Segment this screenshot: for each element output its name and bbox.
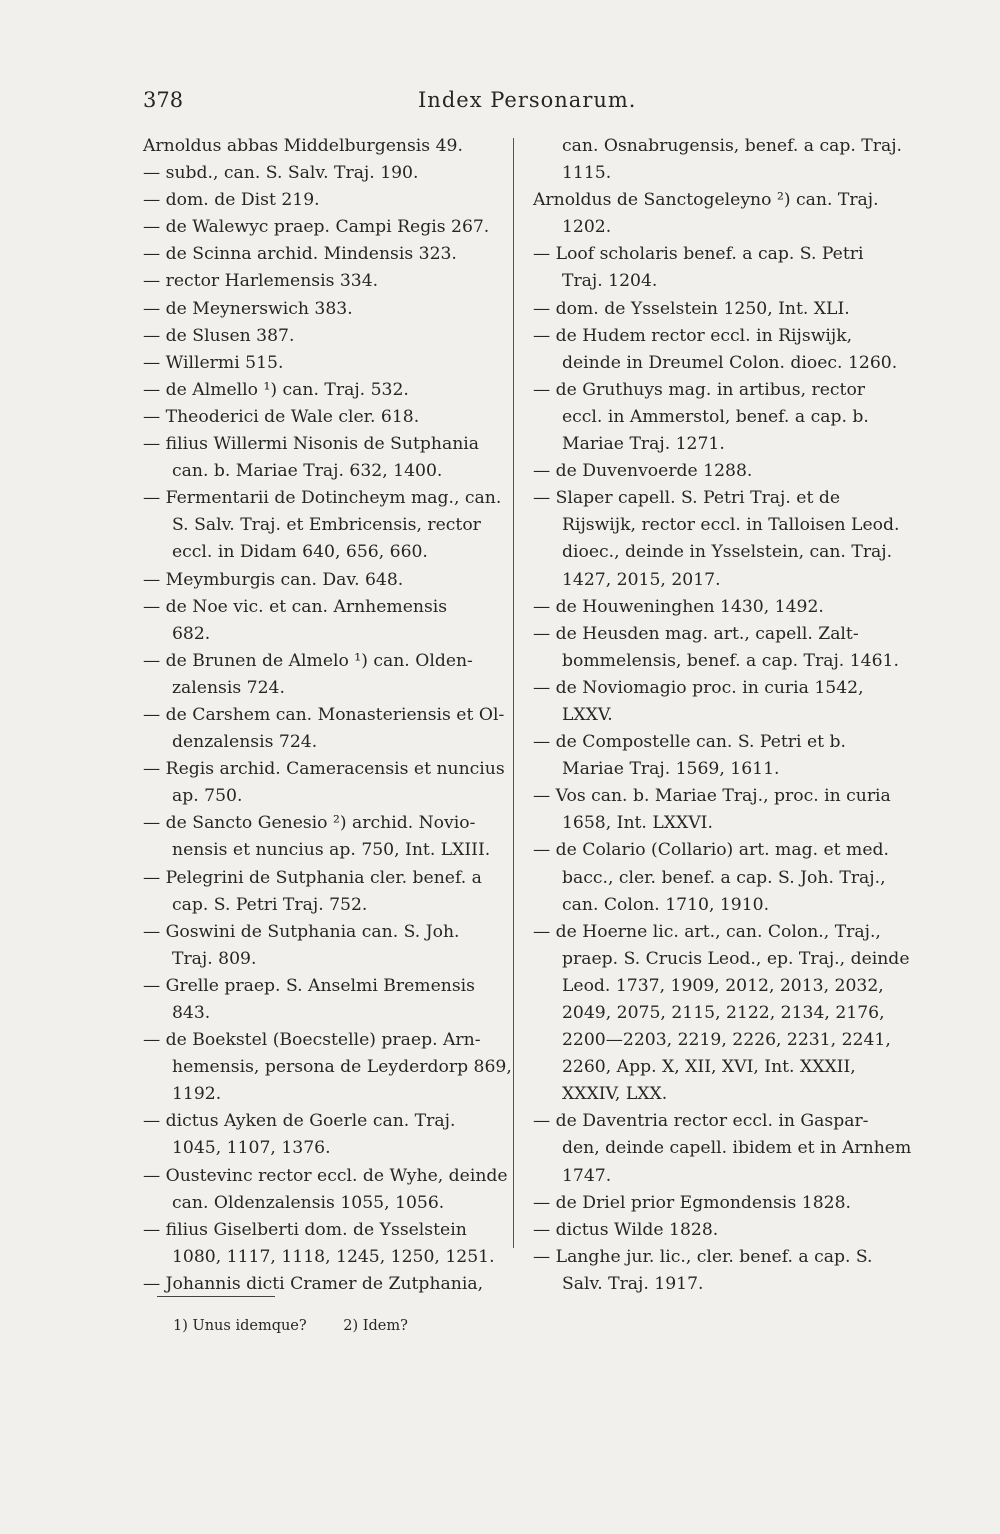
index-line: — Langhe jur. lic., cler. benef. a cap. S. — [533, 1246, 873, 1267]
index-line: can. b. Mariae Traj. 632, 1400. — [172, 461, 443, 482]
index-line: 1747. — [562, 1165, 612, 1186]
index-line: — Goswini de Sutphania can. S. Joh. — [143, 921, 460, 942]
index-line: — Willermi 515. — [143, 352, 284, 373]
index-line: Traj. 809. — [172, 948, 257, 969]
index-line: Salv. Traj. 1917. — [562, 1273, 704, 1294]
index-line: — rector Harlemensis 334. — [143, 271, 379, 292]
index-line: Mariae Traj. 1271. — [562, 434, 725, 455]
index-line: — de Compostelle can. S. Petri et b. — [533, 732, 846, 753]
footnote-1: 1) Unus idemque? — [173, 1318, 307, 1334]
index-line: Arnoldus de Sanctogeleyno ²) can. Traj. — [533, 190, 879, 211]
index-line: — Theoderici de Wale cler. 618. — [143, 406, 420, 427]
index-line: — dictus Wilde 1828. — [533, 1219, 719, 1240]
index-line: — de Noe vic. et can. Arnhemensis — [143, 596, 448, 617]
index-line: cap. S. Petri Traj. 752. — [172, 894, 368, 915]
index-line: — Slaper capell. S. Petri Traj. et de — [533, 488, 841, 509]
index-line: — Regis archid. Cameracensis et nuncius — [143, 759, 505, 780]
index-line: 1658, Int. LXXVI. — [562, 813, 713, 834]
index-line: — Meymburgis can. Dav. 648. — [143, 569, 404, 590]
index-line: Traj. 1204. — [562, 271, 658, 292]
index-line: bommelensis, benef. a cap. Traj. 1461. — [562, 650, 899, 671]
index-line: — de Carshem can. Monasteriensis et Ol- — [143, 704, 505, 725]
index-line: nensis et nuncius ap. 750, Int. LXIII. — [172, 840, 491, 861]
index-line: — de Brunen de Almelo ¹) can. Olden- — [143, 650, 473, 671]
index-line: 682. — [172, 623, 211, 644]
index-line: — de Colario (Collario) art. mag. et med. — [533, 840, 889, 861]
index-line: zalensis 724. — [172, 677, 285, 698]
index-line: — de Boekstel (Boecstelle) praep. Arn- — [143, 1030, 481, 1051]
index-line: 1202. — [562, 217, 612, 238]
index-line: — de Scinna archid. Mindensis 323. — [143, 244, 457, 265]
index-line: eccl. in Didam 640, 656, 660. — [172, 542, 428, 563]
index-line: — Johannis dicti Cramer de Zutphania, — [143, 1273, 484, 1294]
index-line: — de Slusen 387. — [143, 325, 295, 346]
index-line: — de Walewyc praep. Campi Regis 267. — [143, 217, 490, 238]
right-column — [533, 133, 912, 1298]
index-line: 2260, App. X, XII, XVI, Int. XXXII, — [562, 1057, 856, 1078]
index-line: — dom. de Dist 219. — [143, 190, 320, 211]
index-line: 1427, 2015, 2017. — [562, 569, 721, 590]
index-line: — de Almello ¹) can. Traj. 532. — [143, 379, 409, 400]
index-line: — subd., can. S. Salv. Traj. 190. — [143, 163, 419, 184]
index-line: — dictus Ayken de Goerle can. Traj. — [143, 1111, 456, 1132]
column-divider — [513, 138, 514, 1248]
index-line: — de Duvenvoerde 1288. — [533, 461, 753, 482]
index-line: 1192. — [172, 1084, 222, 1105]
index-line: — Vos can. b. Mariae Traj., proc. in curia — [533, 786, 891, 807]
index-line: — de Sancto Genesio ²) archid. Novio- — [143, 813, 476, 834]
index-line: Mariae Traj. 1569, 1611. — [562, 759, 780, 780]
index-line: deinde in Dreumel Colon. dioec. 1260. — [562, 352, 898, 373]
index-line: Rijswijk, rector eccl. in Talloisen Leod. — [562, 515, 900, 536]
index-line: — Fermentarii de Dotincheym mag., can. — [143, 488, 502, 509]
index-line: can. Colon. 1710, 1910. — [562, 894, 770, 915]
index-line: — de Driel prior Egmondensis 1828. — [533, 1192, 851, 1213]
index-line: den, deinde capell. ibidem et in Arnhem — [562, 1138, 912, 1159]
index-line: — de Houweninghen 1430, 1492. — [533, 596, 824, 617]
index-line: — de Daventria rector eccl. in Gaspar- — [533, 1111, 869, 1132]
index-line: can. Oldenzalensis 1055, 1056. — [172, 1192, 445, 1213]
index-line: ap. 750. — [172, 786, 243, 807]
index-line: praep. S. Crucis Leod., ep. Traj., deinde — [562, 948, 910, 969]
index-line: — filius Giselberti dom. de Ysselstein — [143, 1219, 467, 1240]
index-line: 2049, 2075, 2115, 2122, 2134, 2176, — [562, 1003, 885, 1023]
index-line: — dom. de Ysselstein 1250, Int. XLI. — [533, 298, 850, 319]
index-line: denzalensis 724. — [172, 732, 318, 753]
index-line: 1115. — [562, 163, 612, 184]
index-line: — de Hudem rector eccl. in Rijswijk, — [533, 325, 853, 346]
index-line: — de Hoerne lic. art., can. Colon., Traj., — [533, 921, 881, 942]
index-line: 843. — [172, 1003, 211, 1023]
index-line: — Pelegrini de Sutphania cler. benef. a — [143, 867, 482, 888]
index-line: — Loof scholaris benef. a cap. S. Petri — [533, 244, 864, 265]
index-line: — de Gruthuys mag. in artibus, rector — [533, 379, 866, 400]
index-line: — Grelle praep. S. Anselmi Bremensis — [143, 975, 475, 996]
index-line: LXXV. — [562, 704, 613, 725]
index-line: Leod. 1737, 1909, 2012, 2013, 2032, — [562, 975, 884, 996]
footnotes — [173, 1318, 440, 1334]
index-line: — de Noviomagio proc. in curia 1542, — [533, 677, 864, 698]
page-number: 378 — [143, 88, 184, 112]
index-line: 1080, 1117, 1118, 1245, 1250, 1251. — [172, 1246, 495, 1267]
index-line: — filius Willermi Nisonis de Sutphania — [143, 434, 480, 455]
index-line: bacc., cler. benef. a cap. S. Joh. Traj., — [562, 867, 886, 888]
footnote-rule — [157, 1296, 275, 1297]
running-head: Index Personarum. — [418, 88, 637, 112]
left-column — [143, 133, 512, 1298]
index-line: can. Osnabrugensis, benef. a cap. Traj. — [562, 136, 903, 156]
index-line: hemensis, persona de Leyderdorp 869, — [172, 1057, 512, 1078]
index-line: — de Meynerswich 383. — [143, 298, 353, 319]
index-line: dioec., deinde in Ysselstein, can. Traj. — [562, 542, 893, 563]
index-line: — de Heusden mag. art., capell. Zalt- — [533, 623, 859, 644]
index-line: eccl. in Ammerstol, benef. a cap. b. — [562, 406, 869, 427]
index-line: — Oustevinc rector eccl. de Wyhe, deinde — [143, 1165, 508, 1186]
index-line: S. Salv. Traj. et Embricensis, rector — [172, 515, 481, 536]
index-line: XXXIV, LXX. — [562, 1084, 668, 1105]
index-line: Arnoldus abbas Middelburgensis 49. — [143, 136, 463, 156]
footnote-2: 2) Idem? — [343, 1318, 408, 1334]
index-line: 1045, 1107, 1376. — [172, 1138, 331, 1159]
index-line: 2200—2203, 2219, 2226, 2231, 2241, — [562, 1030, 891, 1051]
